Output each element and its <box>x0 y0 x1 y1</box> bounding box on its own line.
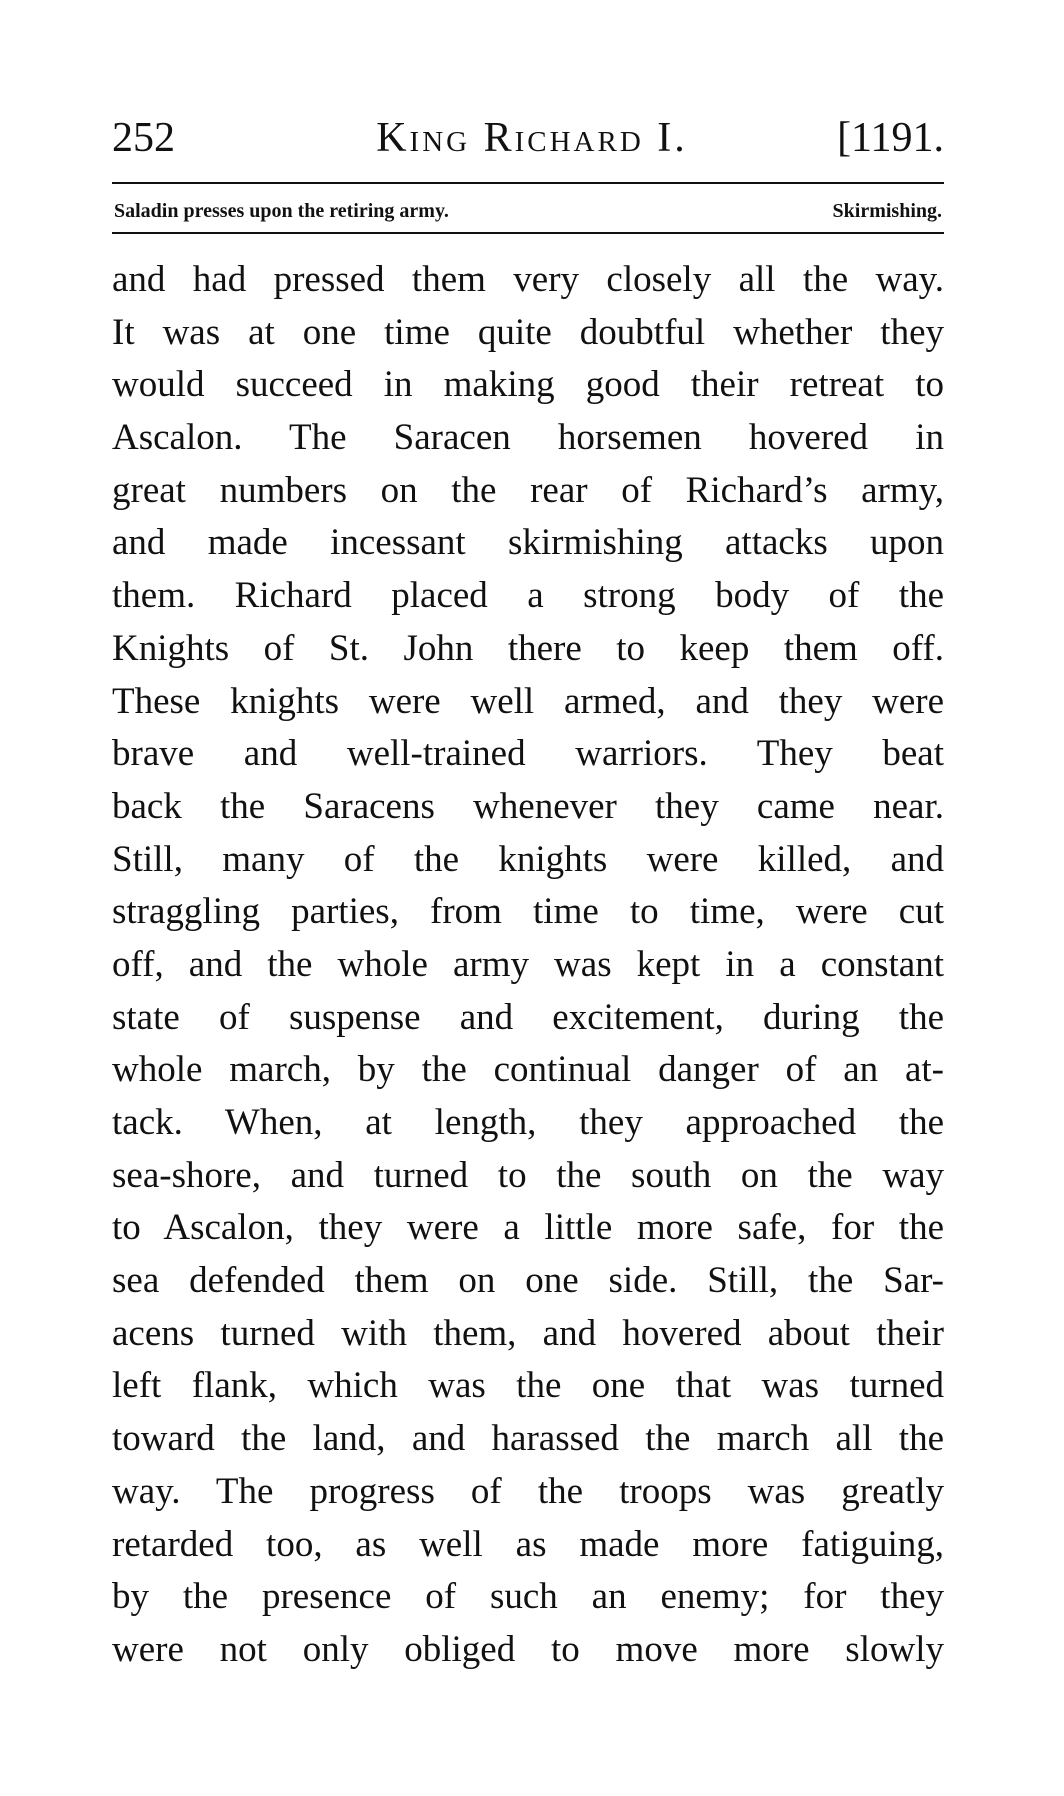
text-line: state of suspense and excitement, during the <box>112 996 944 1038</box>
text-line: retarded too, as well as made more fatiguing, <box>112 1523 944 1565</box>
text-line: tack. When, at length, they approached the <box>112 1102 944 1143</box>
text-line: way. The progress of the troops was greatly <box>112 1470 944 1512</box>
text-line: It was at one time quite doubtful whether they <box>112 311 944 353</box>
text-line: sea-shore, and turned to the south on the way <box>112 1154 944 1196</box>
year-marker: [1191. <box>837 115 944 161</box>
header-rule-bottom <box>112 232 944 234</box>
text-line: great numbers on the rear of Richard’s army, <box>112 469 944 511</box>
text-line: by the presence of such an enemy; for they <box>112 1576 944 1618</box>
text-line: back the Saracens whenever they came near. <box>112 785 944 827</box>
text-line: Ascalon. The Saracen horsemen hovered in <box>112 417 944 459</box>
text-line: and made incessant skirmishing attacks upon <box>112 522 944 564</box>
text-line: to Ascalon, they were a little more safe, for the <box>112 1207 944 1249</box>
text-line: Knights of St. John there to keep them off. <box>112 627 944 669</box>
sidenote-left: Saladin presses upon the retiring army. <box>114 200 449 222</box>
text-line: whole march, by the continual danger of an at- <box>112 1049 944 1091</box>
text-line: them. Richard placed a strong body of the <box>112 575 944 617</box>
text-line: straggling parties, from time to time, were cut <box>112 891 944 933</box>
text-line: acens turned with them, and hovered about their <box>112 1312 944 1354</box>
running-head <box>112 108 944 168</box>
text-line: off, and the whole army was kept in a constant <box>112 943 944 985</box>
book-title: King Richard I. <box>376 115 688 161</box>
body-text <box>112 254 944 1677</box>
text-line: left flank, which was the one that was turned <box>112 1365 944 1407</box>
text-line: and had pressed them very closely all the way. <box>112 259 944 300</box>
text-line: Still, many of the knights were killed, and <box>112 838 944 880</box>
text-line: These knights were well armed, and they were <box>112 680 944 722</box>
text-line: brave and well-trained warriors. They beat <box>112 733 944 775</box>
header-rule-top <box>112 182 944 184</box>
sidenote-right: Skirmishing. <box>832 200 942 222</box>
page-number: 252 <box>112 115 175 161</box>
text-line: sea defended them on one side. Still, the Sar- <box>112 1260 944 1302</box>
margin-notes <box>112 194 944 228</box>
text-line: would succeed in making good their retreat to <box>112 364 944 406</box>
text-line: were not only obliged to move more slowly <box>112 1628 944 1670</box>
text-line: toward the land, and harassed the march all the <box>112 1418 944 1460</box>
